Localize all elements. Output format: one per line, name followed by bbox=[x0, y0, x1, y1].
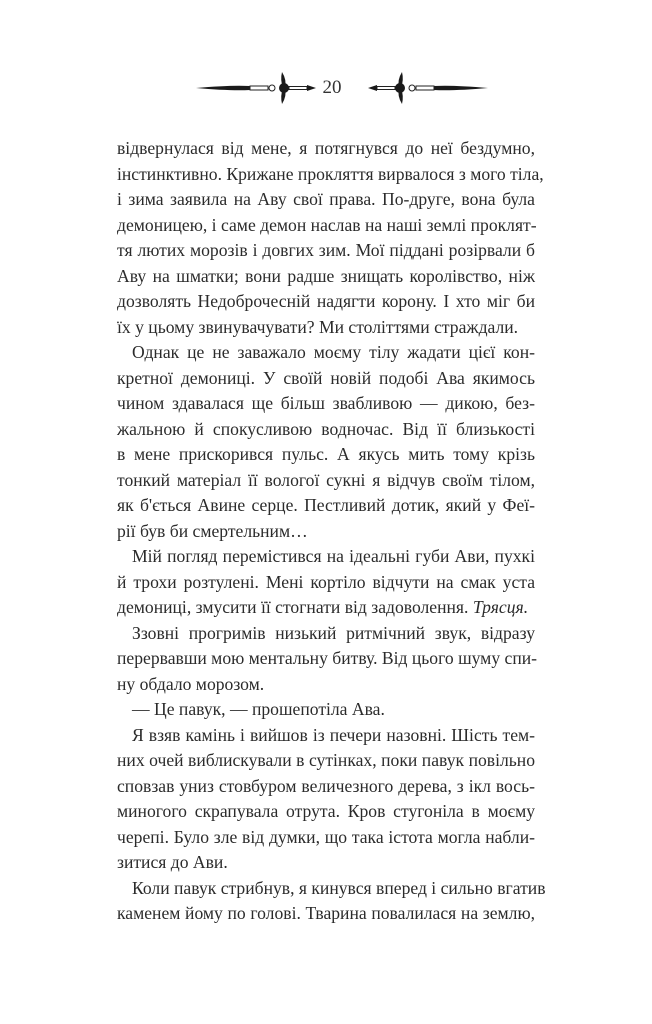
text-line bbox=[117, 289, 535, 315]
text-line-content: Я взяв камінь і вийшов із печери назовні. Шість тем- bbox=[132, 724, 535, 745]
text-line bbox=[117, 136, 535, 162]
text-line bbox=[117, 264, 535, 290]
text-line-content: в мене прискорився пульс. А якусь мить тому крізь bbox=[117, 444, 535, 464]
body-text bbox=[117, 136, 546, 927]
text-line bbox=[117, 901, 535, 927]
text-line bbox=[117, 493, 535, 519]
text-line-content: їх у цьому звинувачувати? Ми століттями страждали. bbox=[117, 316, 519, 337]
text-line-content: демониці, змусити її стогнати від задоволення. bbox=[117, 597, 469, 617]
page-header bbox=[0, 70, 652, 106]
text-line bbox=[117, 238, 535, 264]
text-line bbox=[117, 825, 535, 851]
text-line-content: і зима заявила на Аву свої права. По-друге, вона була bbox=[117, 189, 535, 209]
text-line bbox=[117, 442, 535, 468]
text-line-content: демоницею, і саме демон наслав на наші землі проклят- bbox=[117, 214, 537, 235]
text-line-content: рії був би смертельним… bbox=[117, 520, 308, 541]
text-line-content: як б'ється Авине серце. Пестливий дотик, який у Феї- bbox=[117, 495, 535, 515]
text-line bbox=[117, 468, 535, 494]
text-line bbox=[117, 697, 535, 723]
text-line-content: каменем йому по голові. Тварина повалилася на землю, bbox=[117, 903, 535, 923]
text-line-content: жальною й спокусливою водночас. Від її близькості bbox=[117, 418, 535, 439]
text-line bbox=[117, 366, 535, 392]
text-line bbox=[117, 570, 535, 596]
text-line-content: й трохи розтулені. Мені кортіло відчути на смак уста bbox=[117, 571, 535, 592]
text-line-content: інстинктивно. Крижане прокляття вирвалося з мого тіла, bbox=[117, 163, 544, 184]
text-line bbox=[117, 646, 538, 672]
text-line-content: Ззовні прогримів низький ритмічний звук, відразу bbox=[132, 622, 535, 643]
text-line bbox=[117, 774, 535, 800]
text-line-content: них очей виблискували в сутінках, поки павук повільно bbox=[117, 750, 535, 770]
text-line-content: чином здавалася ще більш звабливою — дикою, без- bbox=[117, 393, 535, 413]
text-line bbox=[117, 340, 535, 366]
text-line-content: — Це павук, — прошепотіла Ава. bbox=[132, 699, 385, 719]
text-line bbox=[117, 595, 535, 621]
text-line-content: сповзав униз стовбуром величезного дерева, з ікл вось- bbox=[117, 775, 535, 796]
text-line-content: Аву на шматки; вони радше знищать королівство, ніж bbox=[117, 265, 535, 286]
text-line bbox=[117, 544, 535, 570]
text-line bbox=[117, 417, 535, 443]
text-line-content: миногого скрапувала отрута. Кров стугоніла в моєму bbox=[117, 801, 535, 821]
text-line-content: Однак це не заважало моєму тілу жадати цієї кон- bbox=[132, 342, 535, 362]
text-line-content: дозволять Недоброчесній надягти корону. І хто міг би bbox=[117, 291, 535, 311]
text-line-content: кретної демониці. У своїй новій подобі Ава якимось bbox=[117, 367, 535, 388]
text-line-content: відвернулася від мене, я потягнувся до неї бездумно, bbox=[117, 138, 535, 158]
text-line-content: ну обдало морозом. bbox=[117, 673, 265, 694]
text-line bbox=[117, 672, 535, 698]
text-line bbox=[117, 876, 546, 902]
text-line bbox=[117, 315, 535, 341]
text-line-content: черепі. Було зле від думки, що така істота могла набли- bbox=[117, 826, 535, 847]
text-line-content: Коли павук стрибнув, я кинувся вперед і сильно вгатив bbox=[132, 877, 546, 898]
text-line-content: тонкий матеріал її вологої сукні я відчув своїм тілом, bbox=[117, 469, 535, 490]
text-line-content: тя лютих морозів і довгих зим. Мої піддані розірвали б bbox=[117, 240, 535, 260]
text-line bbox=[117, 391, 535, 417]
text-line bbox=[117, 213, 535, 239]
text-line bbox=[117, 799, 535, 825]
text-line-content: Мій погляд перемістився на ідеальні губи Ави, пухкі bbox=[132, 546, 535, 566]
sword-ornament-right-icon bbox=[364, 70, 494, 106]
text-line bbox=[117, 187, 535, 213]
sword-ornament-left-icon bbox=[190, 70, 320, 106]
text-line bbox=[117, 850, 535, 876]
text-line-content: зитися до Ави. bbox=[117, 852, 228, 872]
text-line bbox=[117, 162, 544, 188]
page-number: 20 bbox=[322, 77, 342, 98]
text-line-content: перервавши мою ментальну битву. Від цього шуму спи- bbox=[117, 648, 538, 668]
text-line bbox=[117, 621, 535, 647]
text-line bbox=[117, 519, 535, 545]
text-line bbox=[117, 748, 535, 774]
text-line bbox=[117, 723, 535, 749]
italic-text: Трясця. bbox=[472, 597, 529, 617]
